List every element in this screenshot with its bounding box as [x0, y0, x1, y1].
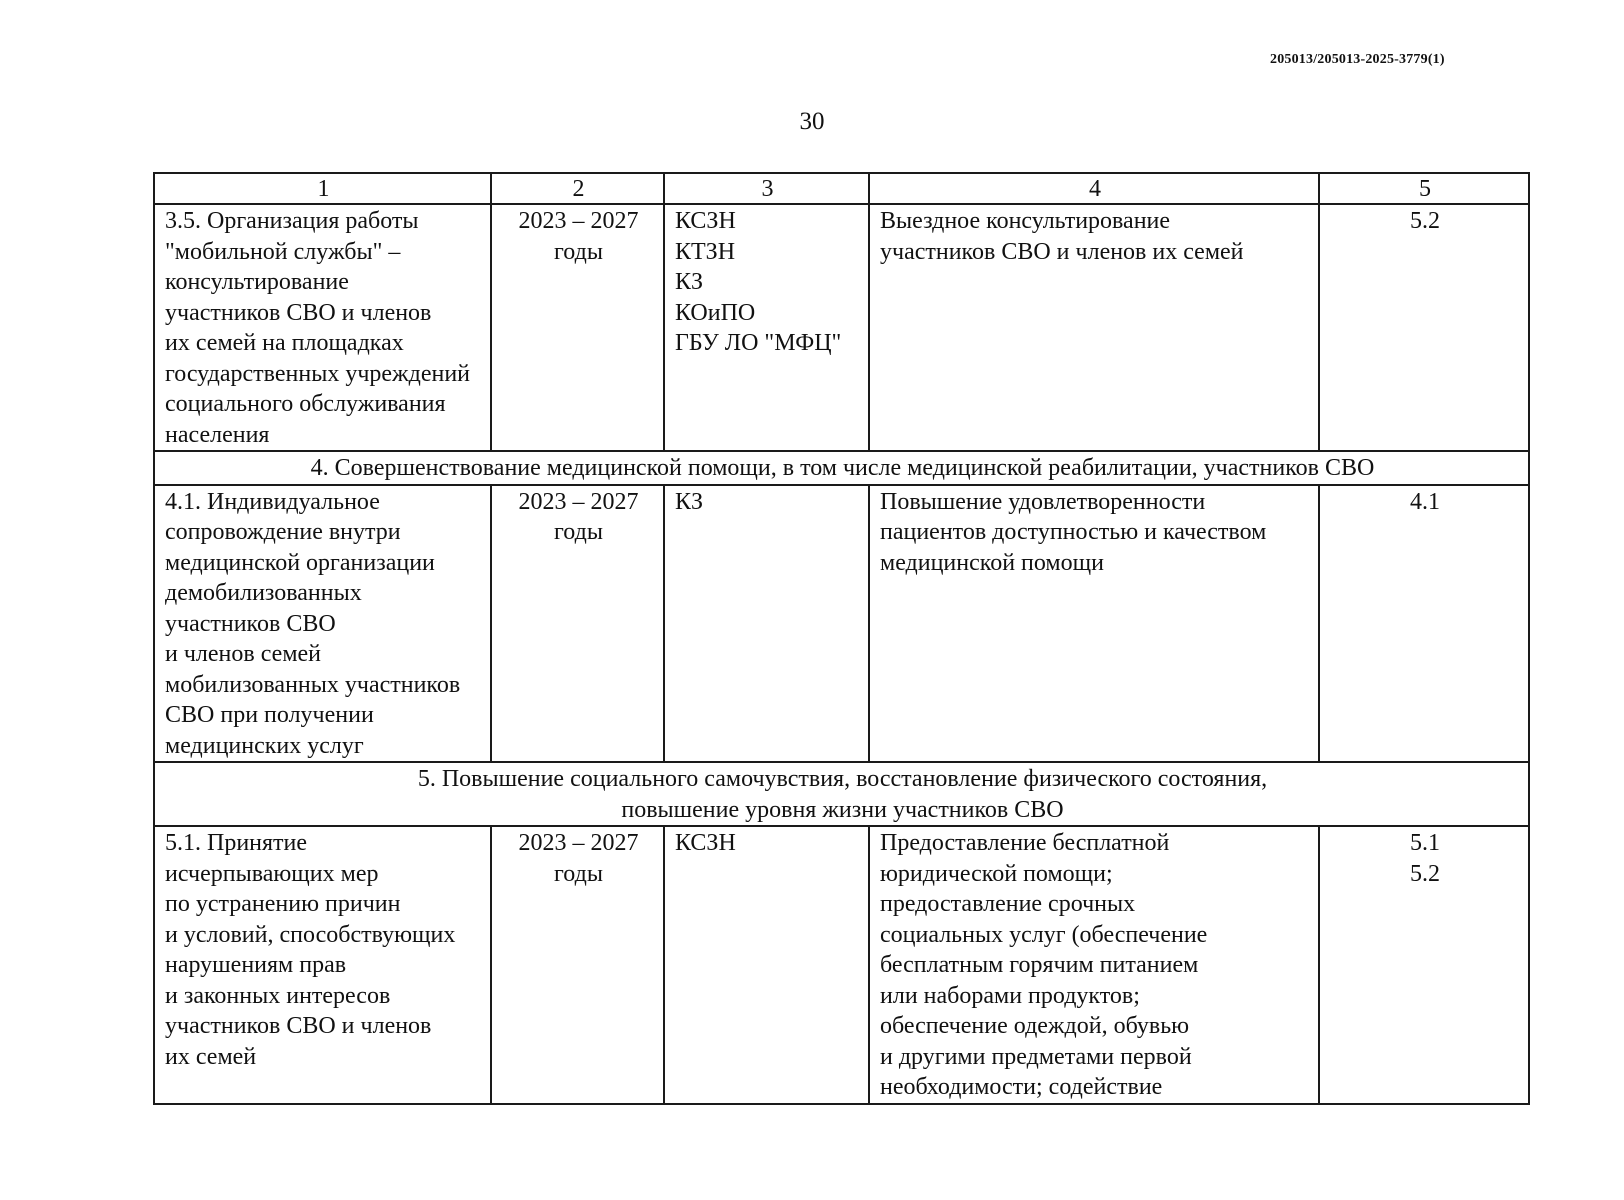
text-line: КСЗН [675, 208, 736, 234]
indicator-cell [1319, 826, 1529, 1104]
text-line: их семей на площадках [165, 330, 404, 356]
text-line: КЗ [675, 269, 704, 295]
text-line: и другими предметами первой [880, 1043, 1192, 1070]
table-header-row [154, 173, 1529, 204]
text-line: СВО при получении [165, 702, 374, 728]
page-number: 30 [799, 108, 825, 135]
text-line: годы [554, 860, 603, 887]
indicator-cell [1319, 485, 1529, 763]
text-line: нарушениям прав [165, 952, 347, 978]
text-line: 5. Повышение социального самочувствия, восстановление физического состояния, [417, 766, 1268, 792]
text-line: КЗ [675, 488, 704, 515]
text-line: предоставление срочных [880, 891, 1136, 917]
section-row [154, 762, 1529, 826]
period-cell [491, 826, 664, 1104]
text-line: социального обслуживания [165, 391, 446, 417]
document-id: 205013/205013-2025-3779(1) [1270, 52, 1445, 67]
period-cell [491, 485, 664, 763]
column-header: 3 [664, 173, 869, 204]
text-line: мобилизованных участников [165, 671, 461, 698]
text-line: КТЗН [675, 238, 736, 265]
text-line: Предоставление бесплатной [880, 830, 1170, 856]
text-line: участников СВО и членов [165, 299, 432, 326]
text-line: КСЗН [675, 830, 736, 856]
text-line: обеспечение одеждой, обувью [880, 1013, 1190, 1039]
text-line: 4. Совершенствование медицинской помощи, в том числе медицинской реабилитации, участников СВО [310, 455, 1375, 481]
measure-name-cell [154, 485, 491, 763]
text-line: сопровождение внутри [165, 519, 401, 545]
text-line: участников СВО [165, 610, 336, 637]
period-cell [491, 204, 664, 451]
column-header: 2 [491, 173, 664, 204]
text-line: пациентов доступностью и качеством [880, 519, 1267, 545]
text-line: Повышение удовлетворенности [880, 488, 1206, 515]
text-line: 3.5. Организация работы [165, 208, 419, 234]
section-heading [154, 451, 1529, 485]
text-line: юридической помощи; [880, 860, 1113, 887]
text-line: демобилизованных [165, 580, 362, 606]
text-line: 5.2 [1410, 208, 1440, 234]
text-line: Выездное консультирование [880, 208, 1171, 234]
text-line: социальных услуг (обеспечение [880, 921, 1208, 948]
column-header: 4 [869, 173, 1319, 204]
text-line: 5.2 [1410, 860, 1440, 887]
text-line: 2023 – 2027 [518, 208, 639, 234]
text-line: КОиПО [675, 299, 756, 326]
text-line: медицинских услуг [165, 732, 364, 759]
text-line: участников СВО и членов их семей [880, 238, 1244, 265]
measures-table [153, 172, 1530, 1105]
text-line: медицинской организации [165, 549, 435, 576]
table-row [154, 485, 1529, 763]
text-line: исчерпывающих мер [165, 860, 379, 887]
text-line: или наборами продуктов; [880, 982, 1140, 1009]
text-line: повышение уровня жизни участников СВО [621, 796, 1064, 823]
text-line: бесплатным горячим питанием [880, 952, 1199, 978]
text-line: и условий, способствующих [165, 921, 456, 948]
text-line: их семей [165, 1043, 257, 1070]
text-line: государственных учреждений [165, 360, 471, 387]
text-line: необходимости; содействие [880, 1074, 1163, 1100]
column-header: 1 [154, 173, 491, 204]
section-row [154, 451, 1529, 485]
column-header: 5 [1319, 173, 1529, 204]
text-line: 5.1. Принятие [165, 830, 308, 856]
text-line: консультирование [165, 269, 349, 295]
executors-cell [664, 485, 869, 763]
result-cell [869, 826, 1319, 1104]
text-line: 4.1. Индивидуальное [165, 488, 380, 515]
text-line: медицинской помощи [880, 549, 1104, 576]
text-line: 5.1 [1410, 830, 1440, 856]
text-line: населения [165, 421, 270, 448]
executors-cell [664, 826, 869, 1104]
text-line: ГБУ ЛО "МФЦ" [675, 330, 842, 356]
text-line: 2023 – 2027 [518, 488, 639, 515]
table-row [154, 204, 1529, 451]
executors-cell [664, 204, 869, 451]
indicator-cell [1319, 204, 1529, 451]
text-line: по устранению причин [165, 891, 401, 917]
text-line: и законных интересов [165, 982, 391, 1009]
text-line: 2023 – 2027 [518, 830, 639, 856]
result-cell [869, 204, 1319, 451]
text-line: годы [554, 238, 603, 265]
text-line: годы [554, 519, 603, 545]
measure-name-cell [154, 826, 491, 1104]
text-line: участников СВО и членов [165, 1013, 432, 1039]
text-line: "мобильной службы" – [165, 238, 401, 265]
result-cell [869, 485, 1319, 763]
text-line: 4.1 [1410, 488, 1440, 515]
text-line: и членов семей [165, 641, 321, 667]
section-heading [154, 762, 1529, 826]
measure-name-cell [154, 204, 491, 451]
table-row [154, 826, 1529, 1104]
